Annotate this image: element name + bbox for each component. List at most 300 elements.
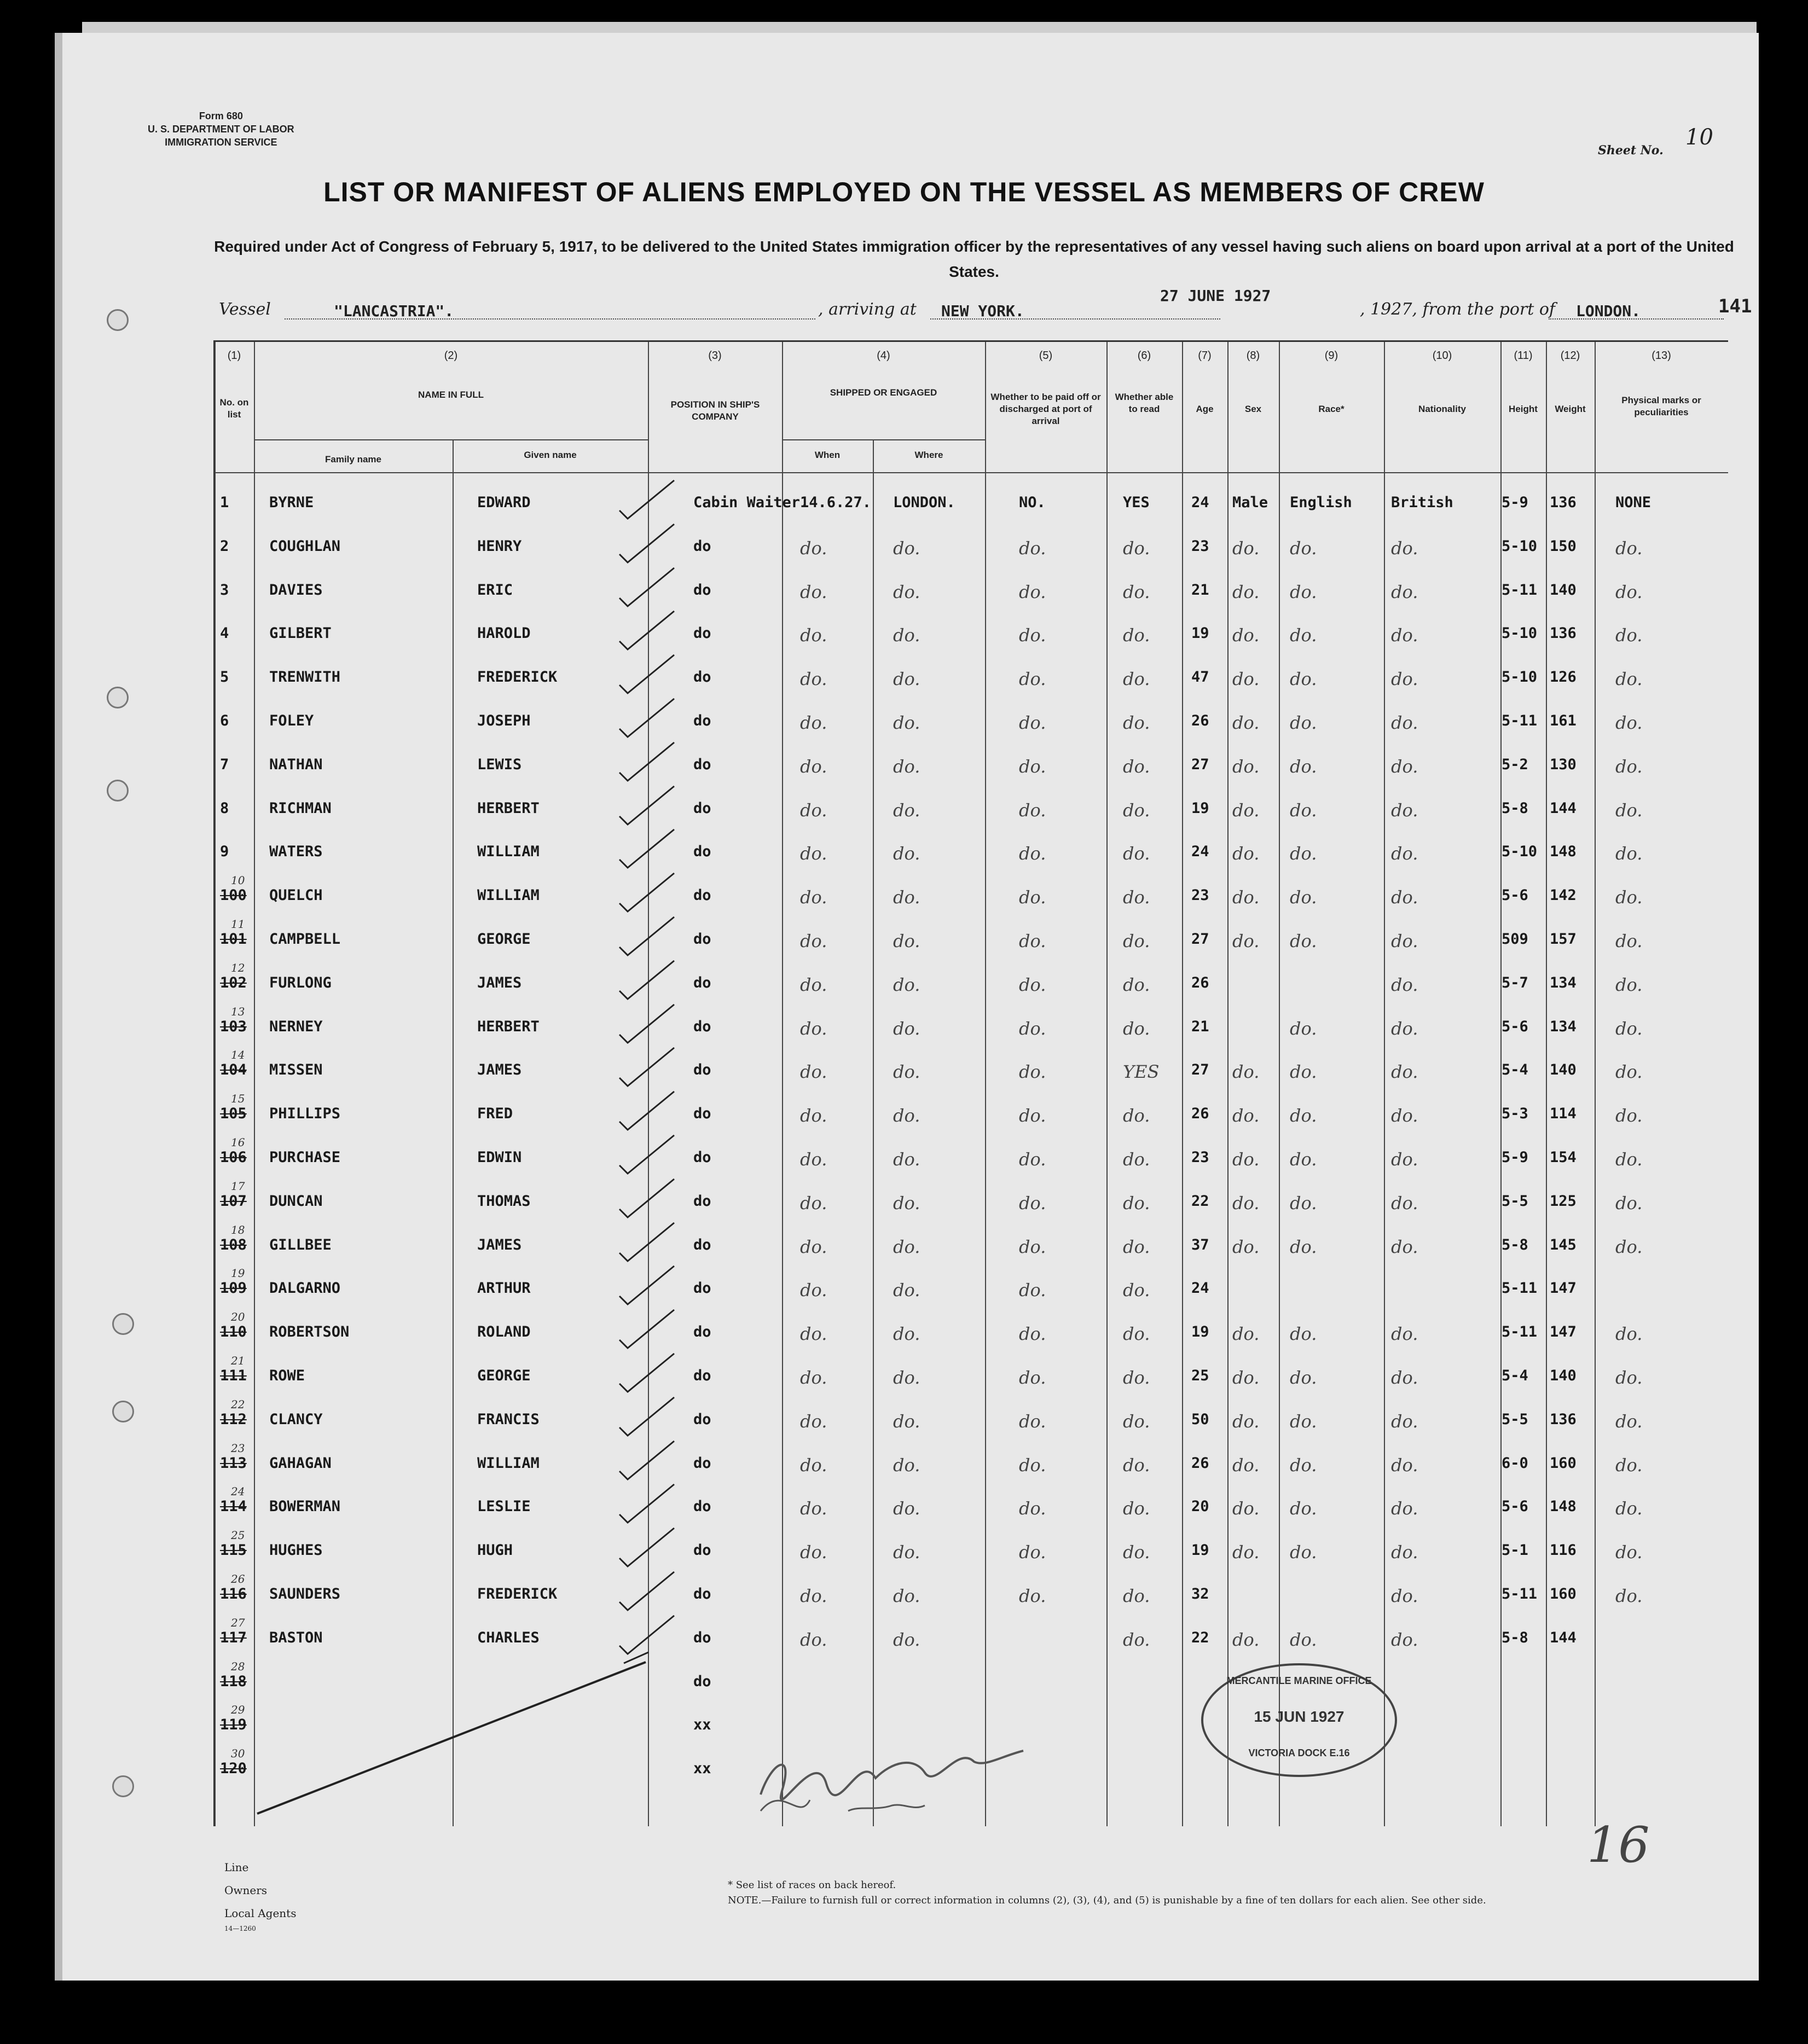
paid-off: do. [1019,712,1046,733]
given-name: HERBERT [477,799,540,817]
height: 5-11 [1502,1280,1538,1297]
able-to-read: do. [1123,1586,1150,1606]
page-title: LIST OR MANIFEST OF ALIENS EMPLOYED ON THE VESSEL AS MEMBERS OF CREW [323,177,1485,207]
weight: 136 [1550,625,1577,642]
nationality: do. [1391,1586,1418,1606]
check-mark-icon [598,1263,680,1307]
position: xx [693,1716,711,1734]
department: U. S. DEPARTMENT OF LABOR [148,124,294,135]
age: 26 [1191,1105,1209,1123]
shipped-when: do. [800,712,827,733]
given-name: THOMAS [477,1192,531,1210]
height: 5-5 [1502,1192,1528,1210]
paid-off: do. [1019,1586,1046,1606]
position: do [693,1454,711,1472]
race: do. [1290,625,1317,646]
shipped-when: do. [800,931,827,951]
able-to-read: do. [1123,1367,1150,1388]
given-name: HAROLD [477,625,531,642]
weight-header: Weight [1555,404,1586,414]
able-to-read: do. [1123,756,1150,777]
paid-off: do. [1019,1149,1046,1170]
family-name: SAUNDERS [269,1586,341,1602]
crew-table [213,340,1728,1826]
height: 5-5 [1502,1410,1528,1428]
race: do. [1290,1192,1317,1213]
form-number: Form 680 [199,111,243,121]
table-row [215,1354,1728,1411]
able-to-read: do. [1123,931,1150,951]
position: do [693,1410,711,1428]
row-number: 6 [220,712,229,729]
given-name: WILLIAM [477,887,540,904]
able-to-read: do. [1123,625,1150,646]
physical-marks: do. [1615,1149,1643,1170]
shipped-where: do. [893,756,920,777]
position: do [693,1586,711,1602]
shipped-when: do. [800,1410,827,1432]
able-to-read: do. [1123,1192,1150,1213]
position: do [693,1105,711,1123]
physical-marks: do. [1615,931,1643,951]
where-header: Where [914,450,943,460]
row-number: 116 [220,1586,247,1602]
given-name: JAMES [477,1236,522,1253]
shipped-when: do. [800,887,827,908]
age: 21 [1191,1018,1209,1035]
shipped-when: do. [800,669,827,690]
table-row [215,1179,1728,1236]
able-to-read: do. [1123,1323,1150,1345]
family-name: DAVIES [269,581,323,599]
col1-header: No. on list [219,397,249,420]
nationality: do. [1391,887,1418,908]
check-mark-icon [598,827,680,870]
row-number: 114 [220,1498,247,1515]
family-name: MISSEN [269,1061,323,1079]
race: do. [1290,843,1317,864]
table-row [215,1572,1728,1629]
position: do [693,1542,711,1559]
col10-number: (10) [1432,350,1452,362]
weight: 140 [1550,1061,1577,1079]
position: do [693,1236,711,1253]
table-row [215,1616,1728,1673]
height: 5-1 [1502,1542,1528,1559]
stamp-bottom-text: VICTORIA DOCK E.16 [1248,1747,1350,1758]
sex: do. [1232,1542,1260,1563]
nationality: do. [1391,843,1418,864]
nationality: do. [1391,1542,1418,1563]
weight: 130 [1550,756,1577,773]
nationality: do. [1391,669,1418,690]
local-agents-label: Local Agents [224,1907,297,1920]
family-name: GILBERT [269,625,332,642]
shipped-where: do. [893,1061,920,1083]
vessel-name: "LANCASTRIA". [334,302,454,320]
nationality: do. [1391,1410,1418,1432]
race: do. [1290,887,1317,908]
table-row [215,582,1728,625]
mercantile-marine-stamp [1201,1663,1397,1777]
shipped-when: do. [800,537,827,559]
paid-off: do. [1019,843,1046,864]
weight: 136 [1550,494,1577,511]
position: do [693,1192,711,1210]
shipped-when: do. [800,1542,827,1563]
physical-marks: do. [1615,1367,1643,1388]
physical-marks: do. [1615,712,1643,733]
position: do [693,669,711,686]
shipped-where: do. [893,1367,920,1388]
col2-header: NAME IN FULL [418,390,484,400]
physical-marks: do. [1615,537,1643,559]
col11-number: (11) [1514,350,1533,362]
row-number: 5 [220,669,229,686]
shipped-when: do. [800,625,827,646]
sex: do. [1232,887,1260,908]
shipped-when: do. [800,1149,827,1170]
sex: do. [1232,843,1260,864]
able-to-read: do. [1123,1280,1150,1301]
table-row [215,1529,1728,1586]
sex: do. [1232,1061,1260,1083]
able-to-read: do. [1123,843,1150,864]
check-mark-icon [598,521,680,565]
shipped-where: do. [893,799,920,821]
shipped-when: do. [800,1629,827,1650]
table-row [215,1267,1728,1323]
given-name: FREDERICK [477,669,558,686]
nationality: do. [1391,974,1418,995]
shipped-when: do. [800,843,827,864]
service: IMMIGRATION SERVICE [165,137,277,148]
height: 6-0 [1502,1454,1528,1472]
shipped-when: do. [800,1367,827,1388]
weight: 144 [1550,1629,1577,1646]
weight: 116 [1550,1542,1577,1559]
able-to-read: YES [1123,1061,1160,1083]
position: do [693,974,711,991]
shipped-where: do. [893,1498,920,1519]
row-number: 3 [220,581,229,599]
sex: Male [1232,494,1268,511]
table-row [215,1310,1728,1367]
shipped-where: do. [893,581,920,602]
shipped-when: do. [800,1061,827,1083]
when-header: When [814,450,841,460]
position: do [693,799,711,817]
table-row [215,843,1728,887]
renumbered-row-number: 25 [231,1529,245,1542]
check-mark-icon [598,1307,680,1351]
given-name-header: Given name [524,450,577,460]
shipped-where: do. [893,1280,920,1301]
marks-header: Physical marks or peculiarities [1621,395,1701,417]
weight: 147 [1550,1323,1577,1341]
race: do. [1290,1018,1317,1039]
age: 24 [1191,1280,1209,1297]
height: 5-3 [1502,1105,1528,1123]
age: 47 [1191,669,1209,686]
paid-off: do. [1019,581,1046,602]
weight: 125 [1550,1192,1577,1210]
read-header: Whether able to read [1115,392,1174,414]
shipped-when: do. [800,1018,827,1039]
able-to-read: do. [1123,669,1150,690]
family-name: FURLONG [269,974,332,991]
family-name: BOWERMAN [269,1498,341,1515]
age: 25 [1191,1367,1209,1384]
able-to-read: do. [1123,1498,1150,1519]
position: do [693,1673,711,1690]
sex: do. [1232,1367,1260,1388]
nationality: do. [1391,1323,1418,1345]
table-row [215,800,1728,844]
shipped-when: do. [800,1236,827,1257]
position: do [693,1498,711,1515]
height: 5-6 [1502,887,1528,904]
race: do. [1290,1149,1317,1170]
nationality: do. [1391,1236,1418,1257]
renumbered-row-number: 30 [231,1747,245,1761]
given-name: ROLAND [477,1323,531,1341]
paid-off: do. [1019,1280,1046,1301]
col9-number: (9) [1324,350,1338,362]
renumbered-row-number: 18 [231,1223,245,1236]
position: do [693,1629,711,1646]
check-mark-icon [598,1525,680,1569]
check-mark-icon [598,1002,680,1046]
table-row [215,625,1728,669]
given-name: FRANCIS [477,1410,540,1428]
given-name: JOSEPH [477,712,531,729]
given-name: HERBERT [477,1018,540,1035]
position: do [693,581,711,599]
position: do [693,843,711,861]
sex: do. [1232,1192,1260,1213]
given-name: LEWIS [477,756,522,773]
height: 5-6 [1502,1498,1528,1515]
vessel-line [219,287,1752,327]
family-name: GILLBEE [269,1236,332,1253]
penalty-note: NOTE.—Failure to furnish full or correct information in columns (2), (3), (4), and (5) is punishable by a fine of ten dollars for each alien. See other side. [728,1895,1486,1906]
race: do. [1290,1236,1317,1257]
nationality: do. [1391,537,1418,559]
sex: do. [1232,669,1260,690]
sex: do. [1232,756,1260,777]
able-to-read: do. [1123,974,1150,995]
family-name: GAHAGAN [269,1454,332,1472]
race: do. [1290,1367,1317,1388]
col13-number: (13) [1651,350,1671,362]
row-number: 102 [220,974,247,991]
position: do [693,756,711,773]
family-name: DALGARNO [269,1280,341,1297]
row-number: 9 [220,843,229,861]
table-row [215,1004,1728,1062]
nationality: British [1391,494,1453,511]
shipped-when: 14.6.27. [800,494,872,511]
check-mark-icon [598,1438,680,1482]
race: do. [1290,1454,1317,1476]
check-mark-icon [598,1220,680,1264]
renumbered-row-number: 28 [231,1659,245,1673]
renumbered-row-number: 29 [231,1703,245,1717]
table-row [215,494,1728,538]
shipped-where: do. [893,887,920,908]
table-row [215,1397,1728,1455]
check-mark-icon [598,1089,680,1133]
sex: do. [1232,1236,1260,1257]
punch-hole [107,780,129,802]
age: 22 [1191,1629,1209,1646]
table-row [215,756,1728,800]
physical-marks: do. [1615,887,1643,908]
punch-hole [112,1313,134,1335]
check-mark-icon [598,652,680,696]
shipped-when: do. [800,974,827,995]
height: 5-2 [1502,756,1528,773]
row-number: 103 [220,1018,247,1035]
given-name: EDWIN [477,1149,522,1166]
position: xx [693,1760,711,1778]
race: English [1290,494,1352,511]
row-number: 119 [220,1716,247,1734]
able-to-read: YES [1123,494,1150,511]
height: 5-9 [1502,1149,1528,1166]
table-row [215,1441,1728,1499]
shipped-when: do. [800,1280,827,1301]
shipped-where: do. [893,1542,920,1563]
table-row [215,1136,1728,1193]
family-name: ROWE [269,1367,305,1384]
paid-off: do. [1019,756,1046,777]
shipped-where: do. [893,1586,920,1606]
nationality: do. [1391,1498,1418,1519]
height: 5-11 [1502,712,1538,729]
able-to-read: do. [1123,1454,1150,1476]
family-name: ROBERTSON [269,1323,350,1341]
nationality: do. [1391,1105,1418,1126]
race: do. [1290,669,1317,690]
weight: 142 [1550,887,1577,904]
family-name: CLANCY [269,1410,323,1428]
age-header: Age [1196,404,1214,414]
position: do [693,712,711,729]
family-name: QUELCH [269,887,323,904]
nationality: do. [1391,1367,1418,1388]
nationality: do. [1391,625,1418,646]
height: 5-8 [1502,1629,1528,1646]
physical-marks: do. [1615,1410,1643,1432]
shipped-where: do. [893,625,920,646]
given-name: CHARLES [477,1629,540,1646]
physical-marks: do. [1615,756,1643,777]
shipped-where: do. [893,1149,920,1170]
check-mark-icon [598,1176,680,1220]
able-to-read: do. [1123,887,1150,908]
able-to-read: do. [1123,712,1150,733]
given-name: GEORGE [477,931,531,948]
physical-marks: do. [1615,581,1643,602]
sex: do. [1232,1410,1260,1432]
able-to-read: do. [1123,1410,1150,1432]
renumbered-row-number: 14 [231,1048,245,1062]
arriving-label: , arriving at [818,300,917,319]
paid-off: do. [1019,1454,1046,1476]
weight: 134 [1550,1018,1577,1035]
check-mark-icon [598,870,680,914]
height-header: Height [1509,404,1538,414]
renumbered-row-number: 13 [231,1004,245,1018]
check-mark-icon [598,740,680,783]
given-name: HENRY [477,537,522,555]
nationality: do. [1391,712,1418,733]
position: do [693,537,711,555]
shipped-where: do. [893,1323,920,1345]
given-name: JAMES [477,1061,522,1079]
given-name: WILLIAM [477,1454,540,1472]
age: 23 [1191,537,1209,555]
able-to-read: do. [1123,537,1150,559]
age: 19 [1191,1542,1209,1559]
weight: 145 [1550,1236,1577,1253]
age: 21 [1191,581,1209,599]
position-header: POSITION IN SHIP'S COMPANY [670,399,760,422]
renumbered-row-number: 26 [231,1572,245,1586]
sex: do. [1232,1498,1260,1519]
check-mark-icon [598,958,680,1002]
given-name: EDWARD [477,494,531,511]
nationality: do. [1391,1018,1418,1039]
check-mark-icon [598,565,680,609]
physical-marks: do. [1615,843,1643,864]
table-row [215,1092,1728,1149]
age: 50 [1191,1410,1209,1428]
physical-marks: do. [1615,1323,1643,1345]
form-header [148,109,294,149]
given-name: WILLIAM [477,843,540,861]
given-name: ARTHUR [477,1280,531,1297]
row-number: 113 [220,1454,247,1472]
able-to-read: do. [1123,1542,1150,1563]
form-code: 14—1260 [224,1925,256,1932]
sex: do. [1232,799,1260,821]
shipped-where: do. [893,843,920,864]
shipped-where: do. [893,712,920,733]
nationality: do. [1391,799,1418,821]
check-mark-icon [598,608,680,652]
family-name: DUNCAN [269,1192,323,1210]
table-row [215,712,1728,756]
shipped-where: do. [893,1236,920,1257]
renumbered-row-number: 21 [231,1354,245,1367]
nationality: do. [1391,1061,1418,1083]
col7-number: (7) [1198,350,1212,362]
header-separator [215,472,1728,473]
race: do. [1290,1323,1317,1345]
table-row [215,538,1728,582]
height: 5-10 [1502,625,1538,642]
row-number: 104 [220,1061,247,1079]
renumbered-row-number: 23 [231,1441,245,1455]
able-to-read: do. [1123,1236,1150,1257]
col6-number: (6) [1137,350,1151,362]
paid-off: do. [1019,537,1046,559]
shipped-when: do. [800,1454,827,1476]
physical-marks: do. [1615,1061,1643,1083]
